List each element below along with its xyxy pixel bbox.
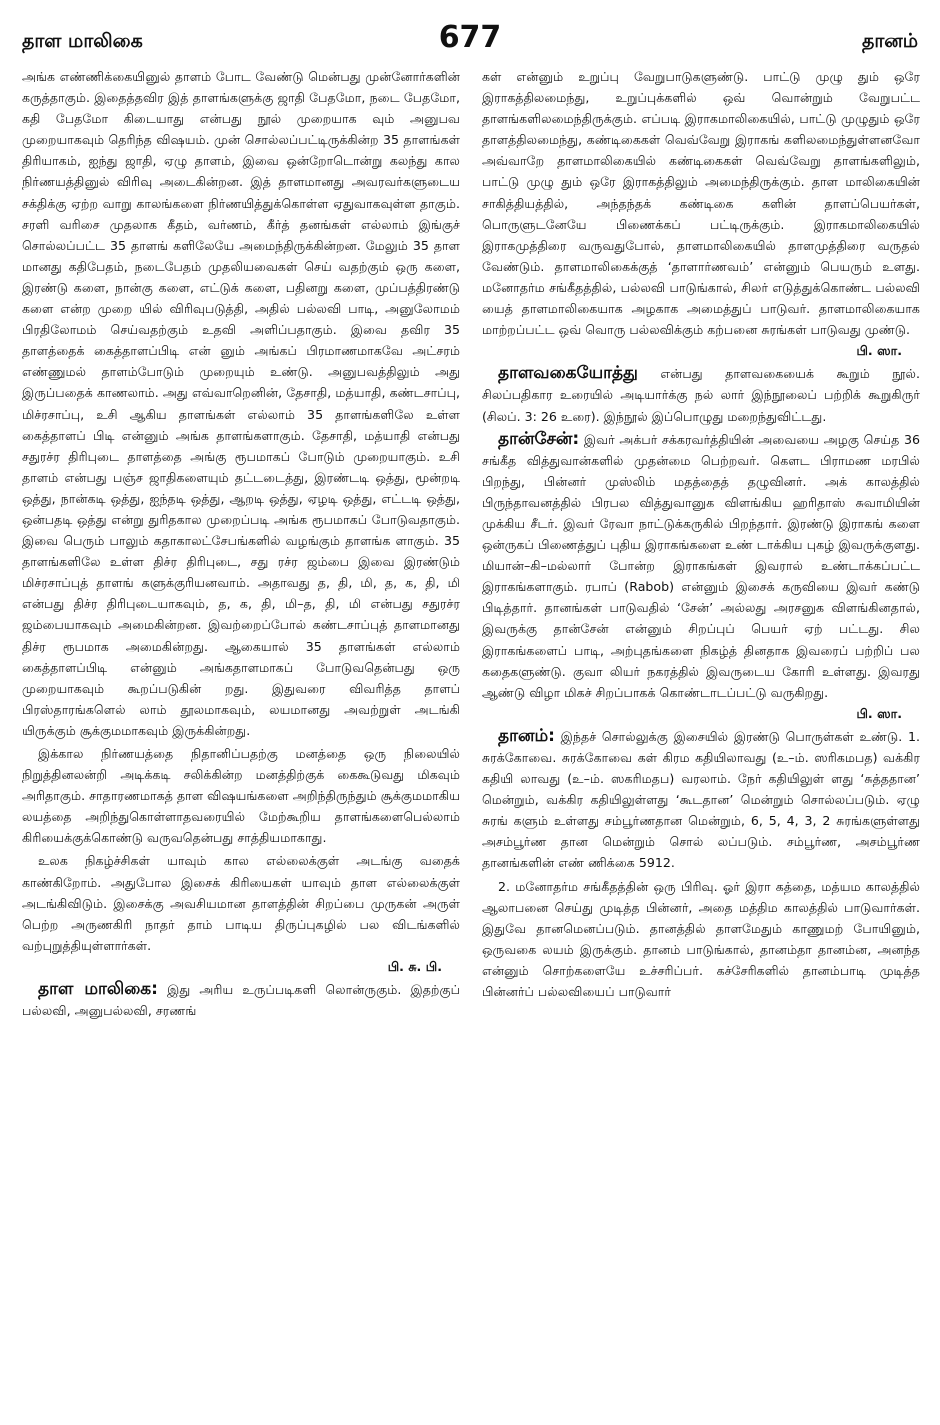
paragraph-text: கள் என்னும் உறுப்பு வேறுபாடுகளுண்டு. பாட்டு முழு தும் ஒரே இராகத்திலமைந்து, உறுப்புக்களில் ஒவ் வொன்றும் வேறுபட்ட தாளங்களிலமைந்திருக்கும். எப்படி இராகமாலிகையில், பாட்டு முழுதும் ஒரே தாளத்திலமைந்து, கண்டிகைகள் வெவ்வேறு இராகங் களிலமைந்துள்ளனவோ அவ்வாறே தாளமாலிகையில் கண்டிகைகள் வெவ்வேறு தாளங்களிலும், பாட்டு முழு தும் ஒரே இராகத்திலும் அமைந்திருக்கும். தாள மாலிகையின் சாகித்தியத்தில், அந்தந்தக் கண்டிகை களின் தாளப்பெயர்கள், பொருளுடனேயே பிணைக்கப் பட்டிருக்கும். இராகமாலிகையில் இராகமுத்திரை வருவதுபோல், தாளமாலிகையில் தாளமுத்திரை வருதல் வேண்டும். தாளமாலிகைக்குத் ‘தாளார்ணவம்’ என்னும் பெயரும் உளது. மனோதர்ம சங்கீதத்தில், பல்லவி பாடுங்கால், சிலர் எடுத்துக்கொண்ட பல்லவி யைத் தாளமாலிகையாக அழகாக அமைத்துப் பாடுவர். தாளமாலிகையாக மாற்றப்பட்ட ஒவ் வொரு பல்லவிக்கும் கற்பனை சுரங்கள் பாடுவது முண்டு. <box>482 69 920 338</box>
body-paragraph <box>22 850 460 977</box>
entry-headword: தானம்: <box>498 725 555 746</box>
entry-text: என்பது தாளவகையைக் கூறும் நூல். சிலப்பதிகார உரையில் அடியார்க்கு நல் லார் இந்நூலைப் பற்றிக் கூறுகிருர் (சிலப். 3: 26 உரை). இந்நூல் இப்பொழுது மறைந்துவிட்டது. <box>482 366 920 424</box>
entry-text: இந்தச் சொல்லுக்கு இசையில் இரண்டு பொருள்கள் உண்டு. 1. சுரக்கோவை. சுரக்கோவை கள் கிரம கதியிலாவது (உ–ம். ஸரிகமபத) வக்கிர கதியி லாவது (உ–ம். ஸகரிமதப) வரலாம். நேர் கதியிலுள் ளது ‘சுத்ததான’ மென்றும், வக்கிர கதியிலுள்ளது ‘கூடதான’ மென்றும் சொல்லப்படும். ஏழு சுரங் களும் உள்ளது சம்பூர்ணதான மென்றும், 6, 5, 4, 3, 2 சுரங்களுள்ளது அசம்பூர்ண தான மென்றும் சொல் லப்படும். சம்பூர்ண, அசம்பூர்ண தானங்களின் எண் ணிக்கை 5912. <box>482 728 920 871</box>
header-left-keyword: தாள மாலிகை <box>22 30 143 52</box>
author-signature: பி. ஸா. <box>856 343 902 359</box>
entry-paragraph <box>482 726 920 874</box>
right-column <box>482 66 920 1411</box>
entry-headword: தான்சேன்: <box>498 428 580 449</box>
left-column <box>22 66 460 1411</box>
entry-text: இவர் அக்பர் சக்கரவர்த்தியின் அவையை அழகு செய்த 36 சங்கீத வித்துவான்களில் முதன்மை பெற்றவர். கௌட பிராமண மரபில் பிறந்து, பின்னர் முஸ்லிம் மதத்தைத் தழுவினர். அக் காலத்தில் பிருந்தாவனத்தில் பிரபல வித்துவானுக விளங்கிய ஹரிதாஸ் சுவாமியின் முக்கிய சீடர். இவர் ரேவா நாட்டுக்கருகில் பிறந்தார். இரண்டு இராகங் களை ஒன்ருகப் பிணைத்துப் புதிய இராகங்களை உண் டாக்கிய புகழ் இவருக்குளது. மியான்–கி–மல்லார் போன்ற இராகங்கள் இவரால் உண்டாக்கப்பட்ட இராகங்களாகும். ரபாப் (Rabob) என்னும் இசைக் கருவியை இவர் கண்டு பிடித்தார். தானங்கள் பாடுவதில் ‘சேன்’ அல்லது அரசனுக விளங்கினதால், இவருக்கு தான்சேன் என்னும் சிறப்புப் பெயர் ஏற் பட்டது. சில இராகங்களைப் பாடி, அற்புதங்களை நிகழ்த் தினதாக இவரைப் பற்றிப் பல கதைகளுண்டு. குவா லியர் நகரத்தில் இவருடைய கோரி உள்ளது. இவரது ஆண்டு விழா மிகச் சிறப்பாகக் கொண்டாடப்பட்டு வருகிறது. <box>482 431 920 700</box>
entry-headword: தாள மாலிகை: <box>38 979 158 1000</box>
header-right-keyword: தானம் <box>861 30 918 52</box>
entry-paragraph <box>22 979 460 1021</box>
author-signature: பி. சு. பி. <box>387 958 442 974</box>
entry-headword: தாளவகையோத்து <box>498 363 638 384</box>
paragraph-text: உலக நிகழ்ச்சிகள் யாவும் கால எல்லைக்குள் அடங்கு வதைக் காண்கிறோம். அதுபோல இசைக் கிரியைகள் யாவும் தாள எல்லைக்குள் அடங்கிவிடும். இசைக்கு அவசியமான தாளத்தின் சிறப்பை முருகன் அருள் பெற்ற அருணகிரி நாதர் தாம் பாடிய திருப்புகழில் பல விடங்களில் வற்புறுத்தியுள்ளார்கள். <box>22 853 460 953</box>
body-paragraph <box>482 66 920 361</box>
page-header <box>22 18 918 64</box>
body-paragraph: இக்கால நிர்ணயத்தை நிதானிப்பதற்கு மனத்தை ஒரு நிலையில் நிறுத்தினலன்றி அடிக்கடி சலிக்கின்ற மனத்திற்குக் கைகூடுவது மிகவும் அரிதாகும். சாதாரணமாகத் தாள விஷயங்களை அறிந்திருந்தும் சூக்குமமாகிய லயத்தை அறிந்துகொள்ளாதவரையில் மேற்கூறிய தாளங்களைபெல்லாம் கிரியைக்குக்கொண்டு வருவதென்பது சாத்தியமாகாது. <box>22 746 460 846</box>
body-paragraph: 2. மனோதர்ம சங்கீதத்தின் ஒரு பிரிவு. ஓர் இரா கத்தை, மத்யம காலத்தில் ஆலாபனை செய்து முடித்த பின்னர், அதை மத்திம காலத்தில் பாடுவார்கள். இதுவே தானமெனப்படும். தானத்தில் தாளமேதும் காணுமற் போயினும், ஒருவகை லயம் இருக்கும். தானம் பாடுங்கால், தானம்தா தானம்ன, அனந்த என்னும் சொற்களையே உச்சரிப்பர். கச்சேரிகளில் தானம்பாடி முடித்த பின்னர்ப் பல்லவியைப் பாடுவார் <box>482 878 920 1000</box>
entry-text: இது அரிய உருப்படிகளி லொன்ருகும். இதற்குப் பல்லவி, அனுபல்லவி, சரணங் <box>22 982 460 1019</box>
page-number: 677 <box>438 20 502 55</box>
entry-paragraph <box>482 429 920 724</box>
author-signature: பி. ஸா. <box>856 705 902 721</box>
body-paragraph: அங்க எண்ணிக்கையினுல் தாளம் போட வேண்டு மென்பது முன்னோர்களின் கருத்தாகும். இதைத்தவிர இத் தாளங்களுக்கு ஜாதி பேதமோ, நடை பேதமோ, கதி பேதமோ கிடையாது என்பது நூல் முறையாக வும் அனுபவ முறையாகவும் தெரிந்த விஷயம். முன் சொல்லப்பட்டிருக்கின்ற 35 தாளங்கள் திரியாகம், ஐந்து ஜாதி, ஏழு தாளம், இவை ஒன்றோடொன்று கலந்து கால நிர்ணயத்தினுல் விரிவு அடைகின்றன. இத் தாளமானது அவரவர்களுடைய சக்திக்கு ஏற்ற வாறு காலங்களை நிர்ணயித்துக்கொள்ள ஏதுவாகவுள்ள தாகும். சரளி வரிசை முதலாக கீதம், வர்ணம், கீர்த் தனங்கள் எல்லாம் இங்குச் சொல்லப்பட்ட 35 தாளங் களிலேயே அமைந்திருக்கின்றன. மேலும் 35 தாள மானது கதிபேதம், நடைபேதம் முதலியவைகள் செய் வதற்கும் ஒரு களை, இரண்டு களை, நான்கு களை, எட்டுக் களை, பதினறு களை, முப்பத்திரண்டு களை என்ற முறை யில் விரிவுபடுத்தி, அதில் பல்லவி பாடி, அனுலோமம் பிரதிலோமம் செய்வதற்கும் உதவி அளிப்பதாகும். இவை தவிர 35 தாளத்தைக் கைத்தாளப்பிடி என் னும் அங்கப் பிரமாணமாகவே அட்சரம் எண்ணுமல் தாளம்போடும் முறையும் உண்டு. அனுபவத்திலும் அது இருப்பதைக் காணலாம். அது எவ்வாறெனின், தேசாதி, மத்யாதி, கண்டசாப்பு, மிச்ரசாப்பு, உசி ஆகிய தாளங்கள் எல்லாம் 35 தாளங்களிலே உள்ள கைத்தாளப் பிடி என்னும் அங்க தாளங்களாகும். தேசாதி, மத்யாதி என்பது சதுரச்ர திரிபுடை தாளத்தை அங்கு ரூபமாகப் போடும் முறையாகும். உசி தாளம் என்பது பஞ்ச ஜாதிகளையும் தட்டடைத்து, இரண்டடி ஒத்து, மூன்றடி ஒத்து, நான்கடி ஒத்து, ஐந்தடி ஒத்து, ஆறடி ஒத்து, ஏழடி ஒத்து, எட்டடி ஒத்து, ஒன்பதடி ஒத்து என்று துரிதகால முறைப்படி அங்க ரூபமாகப் போடுவதாகும். இவை பெரும் பாலும் கதாகாலட்சேபங்களில் வழங்கும் தாளங்க ளாகும். 35 தாளங்களிலே உள்ள திச்ர திரிபுடை, சது ரச்ர ஜம்பை இவை இரண்டும் மிச்ரசாப்புத் தாளங் களுக்குரியனவாம். அதாவது த, தி, மி, த, க, தி, மி என்பது திச்ர திரிபுடையாகவும், த, க, தி, மி–த, தி, மி என்பது சதுரச்ர ஜம்பையாகவும் அமைகின்றன. இவற்றைப்போல் கண்டசாப்புத் தாளமானது திச்ர ரூபமாக அமைகின்றது. ஆகையால் 35 தாளங்கள் எல்லாம் கைத்தாளப்பிடி என்னும் அங்கதாளமாகப் போடுவதென்பது ஒரு முறையாகவும் கூறப்படுகின் றது. இதுவரை விவரித்த தாளப் பிரஸ்தாரங்களெல் லாம் தூலமாகவும், லயமானது அவற்றுள் அடங்கி யிருக்கும் சூக்குமமாகவும் இருக்கின்றது. <box>22 69 460 738</box>
entry-paragraph <box>482 363 920 426</box>
